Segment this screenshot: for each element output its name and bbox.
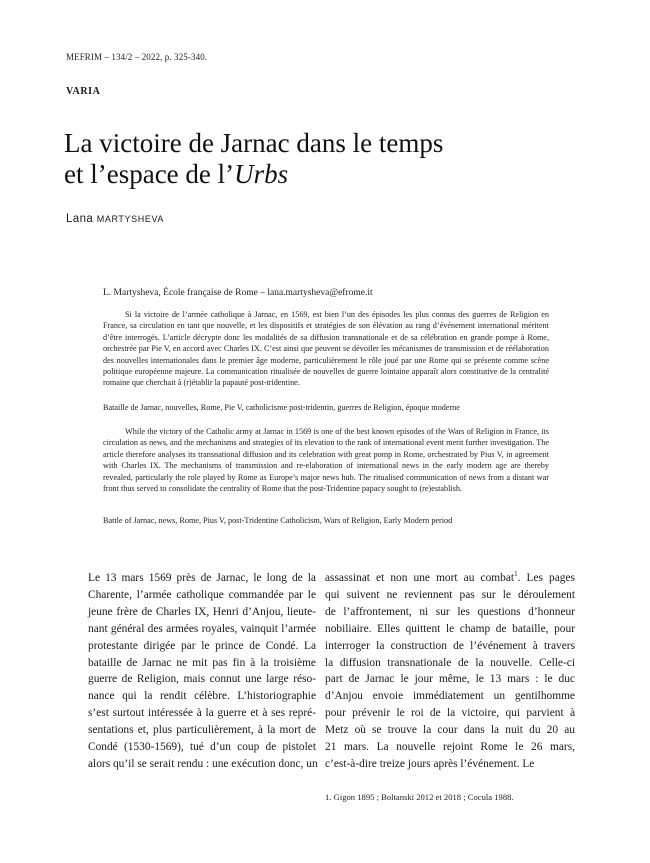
body-line: assassinat et non une mort au combat$^1$. Les pages <box>325 570 575 584</box>
body-line: interroger la construction de l’événement à travers <box>325 639 575 652</box>
keywords-english: Battle of Jarnac, news, Rome, Pius V, post-Tridentine Catholicism, Wars of Religion, Early Modern period <box>103 516 453 525</box>
body-line: qui suivent ne reviennent pas sur le déroulement <box>325 588 575 601</box>
body-line: s’est surtout intéressée à la guerre et à ses repré- <box>88 707 316 720</box>
body-line: nant général des armées royales, vainquit l’armée <box>88 622 316 635</box>
footnote-number: 1. <box>325 792 332 802</box>
body-paragraph-1 <box>66 570 316 773</box>
body-line: jeune frère de Charles IX, Henri d’Anjou, lieute- <box>88 605 316 618</box>
body-line: Metz où se trouve la cour dans la nuit du 20 au <box>325 724 575 737</box>
title-line-2-prefix: et l’espace de l’ <box>64 159 235 189</box>
footnote <box>325 792 514 802</box>
section-label: VARIA <box>66 86 101 97</box>
body-line: d’Anjou envoie immédiatement un gentilhomme <box>325 690 575 703</box>
body-line: pour prévenir le roi de la victoire, qui parvient à <box>325 707 575 720</box>
journal-reference: MEFRIM – 134/2 – 2022, p. 325-340. <box>66 52 208 62</box>
body-line: nance qui la rendit célèbre. L’historiographie <box>88 690 316 703</box>
body-line: bataille de Jarnac ne mit pas fin à la troisième <box>88 656 316 669</box>
author-first-name: Lana <box>66 213 94 225</box>
body-line: 21 mars. La nouvelle rejoint Rome le 26 mars, <box>325 741 575 754</box>
body-line: c’est-à-dire treize jours après l’événement. Le <box>325 757 535 770</box>
body-line: part de Jarnac le jour même, le 13 mars : le duc <box>325 673 575 686</box>
keywords-french: Bataille de Jarnac, nouvelles, Rome, Pie V, catholicisme post-tridentin, guerres de Religion, époque moderne <box>103 403 460 412</box>
title-line-1: La victoire de Jarnac dans le temps <box>64 128 444 158</box>
body-column-right <box>325 570 575 773</box>
body-line: de l’affrontement, ni sur les questions d’honneur <box>325 605 575 618</box>
abstract-english-text: While the victory of the Catholic army at Jarnac in 1569 is one of the best known episodes of the Wars of Religion in France, its circulation as news, and the mechanisms and strategies of its elevation to the rank of international event merit further investigation. The article therefore analyses its transnational diffusion and its celebration with great pomp in Rome, orchestrated by Pius V, in agreement with Charles IX. The mechanisms of transmission and re-elaboration of international news in the early modern age are thereby revealed, particularly the role played by Rome as Europe’s major news hub. The ritualised communication of news from a distant war front thus served to consolidate the centrality of Rome that the post-Tridentine papacy sought to (re)establish. <box>103 427 549 494</box>
footnote-reference[interactable]: 1 <box>514 570 518 579</box>
title-line-2-italic: Urbs <box>234 159 289 189</box>
article-title <box>64 128 604 190</box>
body-line: Charente, l’armée catholique commandée par le <box>88 588 316 601</box>
author-affiliation: L. Martysheva, École française de Rome – lana.martysheva@efrome.it <box>103 288 373 298</box>
body-column-left <box>66 570 316 773</box>
body-line: Le 13 mars 1569 près de Jarnac, le long de la <box>88 572 316 584</box>
abstract-english <box>103 426 549 494</box>
body-line: guerre de Religion, mais connut une large réso- <box>88 673 316 686</box>
body-line: alors qu’il se serait rendu : une exécution donc, un <box>88 757 318 770</box>
footnote-text: Gigon 1895 ; Boltanski 2012 et 2018 ; Cocula 1988. <box>333 792 514 802</box>
body-line: nobiliaire. Elles quittent le champ de bataille, pour <box>325 622 575 635</box>
body-line: protestante dirigée par le prince de Condé. La <box>88 639 316 652</box>
abstract-french <box>103 309 549 389</box>
body-line: sentations et, plus particulièrement, à la mort de <box>88 724 316 737</box>
abstract-french-text: Si la victoire de l’armée catholique à Jarnac, en 1569, est bien l’un des épisodes les plus connus des guerres de Religion en France, sa circulation en tant que nouvelle, et les dispositifs et stratégies de son élévation au rang d’événement international méritent d’être interrogés. L’article décrypte donc les modalités de sa diffusion transnationale et de sa célébration en grande pompe à Rome, orchestrée par Pie V, en accord avec Charles IX. C’est ainsi que peuvent se dévoiler les mécanismes de transmission et de réélaboration des nouvelles internationales dans le premier âge moderne, particulièrement le rôle joué par une Rome qui se présente comme scène politique européenne majeure. La communication ritualisée de nouvelles de guerre lointaine apparaît alors constitutive de la centralité romaine que cherchait à (r)établir la papauté post-tridentine. <box>103 310 549 388</box>
body-line: Condé (1530-1569), tué d’un coup de pistolet <box>88 741 316 754</box>
author-name <box>66 213 164 225</box>
author-last-name: MARTYSHEVA <box>96 214 164 224</box>
body-line: la diffusion transnationale de la nouvelle. Celle-ci <box>325 656 575 669</box>
